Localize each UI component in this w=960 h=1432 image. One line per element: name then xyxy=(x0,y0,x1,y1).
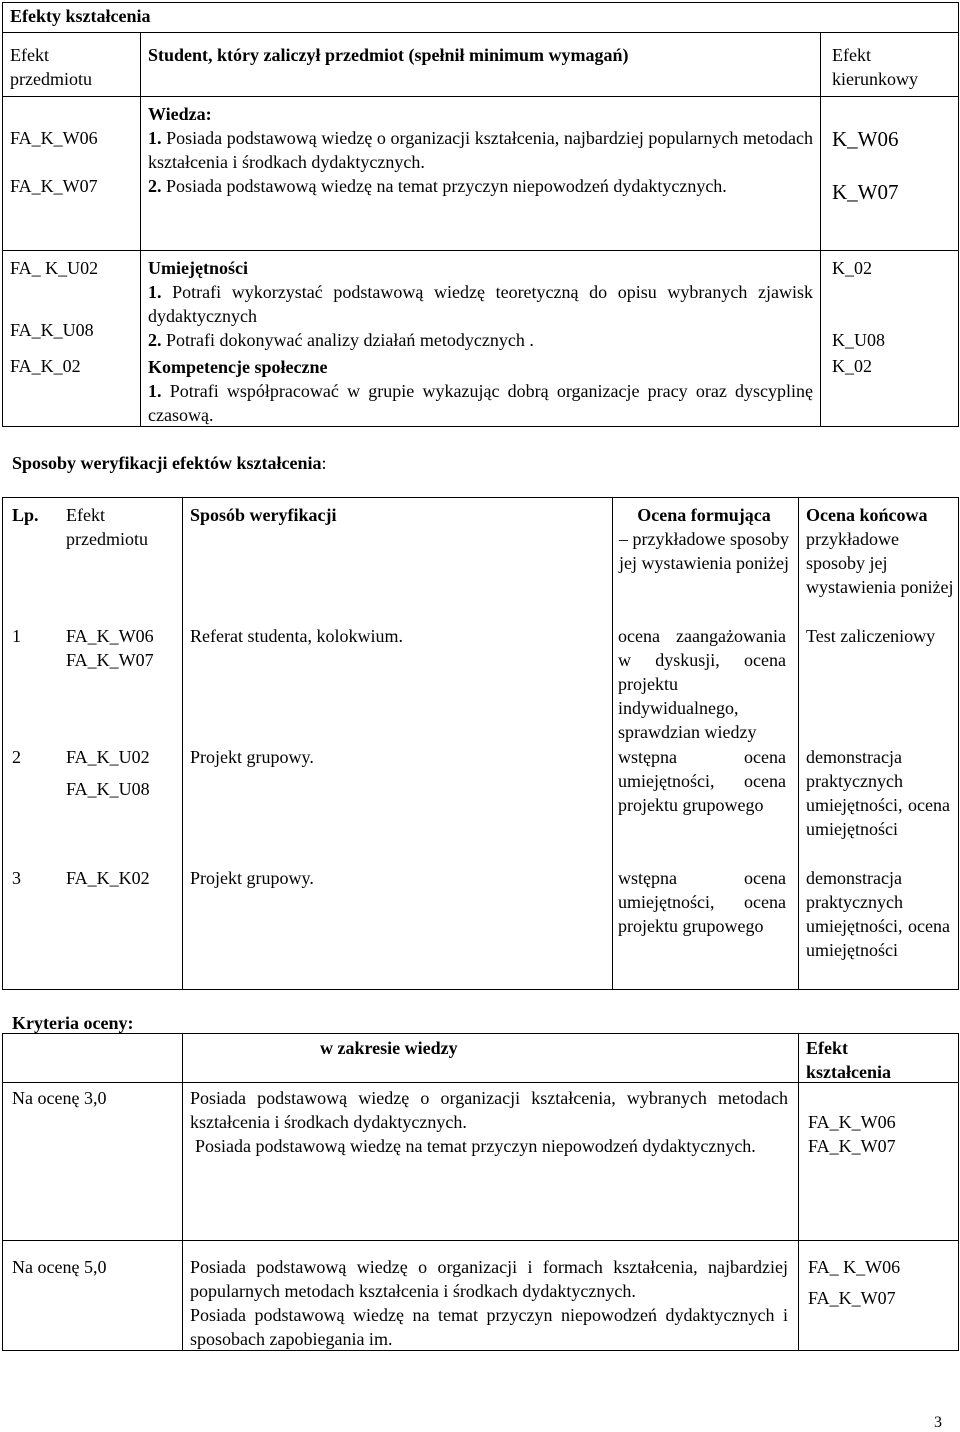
verif-head-effect: Efekt przedmiotu xyxy=(66,505,148,549)
social-heading: Kompetencje społeczne xyxy=(148,357,328,377)
verif-row-3-method: Projekt grupowy. xyxy=(190,868,314,888)
criteria-head-scope: w zakresie wiedzy xyxy=(320,1038,458,1058)
knowledge-dir-code-2: K_W07 xyxy=(832,180,899,204)
verif-row-3-formative: wstępna ocena umiejętności, ocena projektu grupowego xyxy=(618,868,786,936)
verif-row-1-effect-1: FA_K_W06 xyxy=(66,626,154,646)
criteria-row-1-description: Posiada podstawową wiedzę o organizacji kształcenia, wybranych metodach kształcenia i środkach dydaktycznych. Posiada podstawową wiedzę na temat przyczyn niepowodzeń dydaktycznych. xyxy=(190,1088,788,1156)
skills-code-2: FA_K_U08 xyxy=(10,320,94,340)
page-number: 3 xyxy=(934,1414,942,1431)
verif-row-1-formative: ocena zaangażowania w dyskusji, ocena projektu indywidualnego, sprawdzian wiedzy xyxy=(618,626,786,742)
verif-row-2-effect-1: FA_K_U02 xyxy=(66,747,150,767)
criteria-row-2-effect-1: FA_ K_W06 xyxy=(808,1257,901,1277)
verif-head-method: Sposób weryfikacji xyxy=(190,505,337,525)
knowledge-dir-code-1: K_W06 xyxy=(832,127,899,151)
social-code: FA_K_02 xyxy=(10,356,81,376)
knowledge-item-2: 2. Posiada podstawową wiedzę na temat przyczyn niepowodzeń dydaktycznych. xyxy=(148,176,727,196)
effects-table-title: Efekty kształcenia xyxy=(10,6,151,26)
knowledge-item-1: 1. Posiada podstawową wiedzę o organizacji kształcenia, najbardziej popularnych metodach kształcenia i środkach dydaktycznych. xyxy=(148,128,813,172)
social-description xyxy=(148,355,813,427)
verification-title: Sposoby weryfikacji efektów kształcenia: xyxy=(12,453,327,473)
verif-row-3-lp: 3 xyxy=(12,868,21,888)
verif-row-2-summative: demonstracja praktycznych umiejętności, ocena umiejętności xyxy=(806,747,950,839)
skills-heading: Umiejętności xyxy=(148,258,248,278)
social-dir-code: K_02 xyxy=(832,356,872,376)
effects-head-subject-effect: Efekt przedmiotu xyxy=(10,45,92,89)
verif-head-formative: Ocena formująca – przykładowe sposoby jej wystawienia poniżej xyxy=(619,505,789,573)
verif-row-3-effect-1: FA_K_K02 xyxy=(66,868,150,888)
skills-item-1: 1. Potrafi wykorzystać podstawową wiedzę teoretyczną do opisu wybranych zjawisk dydaktycznych xyxy=(148,282,814,326)
skills-dir-code-2: K_U08 xyxy=(832,330,885,350)
verif-row-1-method: Referat studenta, kolokwium. xyxy=(190,626,403,646)
criteria-title: Kryteria oceny: xyxy=(12,1013,134,1033)
verif-row-2-effect-2: FA_K_U08 xyxy=(66,779,150,799)
criteria-row-2-grade: Na ocenę 5,0 xyxy=(12,1257,107,1277)
verif-row-3-summative: demonstracja praktycznych umiejętności, ocena umiejętności xyxy=(806,868,950,960)
effects-head-direction-effect: Efekt kierunkowy xyxy=(832,45,918,89)
criteria-row-1-effect-1: FA_K_W06 xyxy=(808,1112,896,1132)
criteria-row-2-effect-2: FA_K_W07 xyxy=(808,1288,896,1308)
knowledge-code-1: FA_K_W06 xyxy=(10,128,98,148)
verif-row-2-lp: 2 xyxy=(12,747,21,767)
social-item-1: 1. Potrafi współpracować w grupie wykazując dobrą organizacje pracy oraz dyscyplinę czasową. xyxy=(148,381,814,425)
verif-head-summative: Ocena końcowa przykładowe sposoby jej wystawienia poniżej xyxy=(806,505,954,597)
knowledge-heading: Wiedza: xyxy=(148,104,212,124)
knowledge-code-2: FA_K_W07 xyxy=(10,176,98,196)
criteria-row-1-effect-2: FA_K_W07 xyxy=(808,1136,896,1156)
verif-row-2-method: Projekt grupowy. xyxy=(190,747,314,767)
verif-row-1-summative: Test zaliczeniowy xyxy=(806,626,936,646)
verif-row-1-effect-2: FA_K_W07 xyxy=(66,650,154,670)
criteria-head-effect: Efekt kształcenia xyxy=(806,1038,891,1082)
knowledge-description xyxy=(148,102,813,198)
criteria-row-2-description: Posiada podstawową wiedzę o organizacji i formach kształcenia, najbardziej popularnych metodach kształcenia i środkach dydaktycznych. Posiada podstawową wiedzę na temat przyczyn niepowodzeń dydaktycznych i sposobach zapobiegania im. xyxy=(190,1257,788,1349)
verif-head-lp: Lp. xyxy=(12,505,39,525)
skills-description xyxy=(148,256,813,352)
criteria-row-1-grade: Na ocenę 3,0 xyxy=(12,1088,107,1108)
skills-code-1: FA_ K_U02 xyxy=(10,258,99,278)
skills-dir-code-1: K_02 xyxy=(832,258,872,278)
skills-item-2: 2. Potrafi dokonywać analizy działań metodycznych . xyxy=(148,330,534,350)
verif-row-2-formative: wstępna ocena umiejętności, ocena projektu grupowego xyxy=(618,747,786,815)
effects-head-student: Student, który zaliczył przedmiot (spełnił minimum wymagań) xyxy=(148,45,629,65)
verif-row-1-lp: 1 xyxy=(12,626,21,646)
